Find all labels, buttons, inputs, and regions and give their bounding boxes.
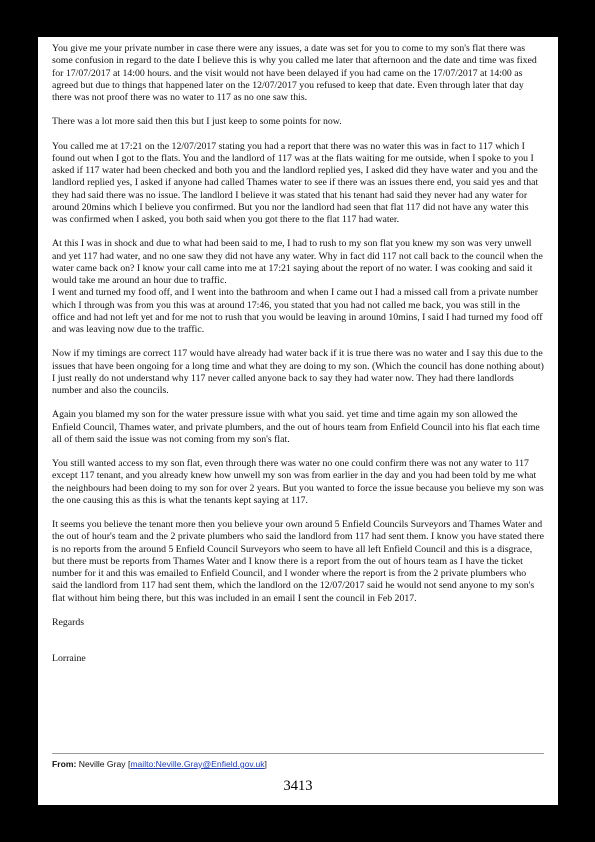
paragraph-3: You called me at 17:21 on the 12/07/2017 stating you had a report that there was no water this was in fact to 117 which I found out when I got to the flats. You and the landlord of 117 was at the flats waiting for me outside, when I spoke to you I asked if 117 water had been checked and both you and the landlord replied yes, I asked did they have water and you and the landlord replied yes, I asked if anyone had called Thames water to see if there was an issues there end, you said yes and that they had said there was no issue. The landlord I believe it was stated that his tenant had said they never had any water for around 20mins which I believe you confirmed. But you nor the landlord had seen that flat 117 did not have any water this was confirmed when I asked, you both said when you got there to the flat 117 had water. xyxy=(52,140,539,225)
paragraph-2: There was a lot more said then this but I just keep to some points for now. xyxy=(52,116,342,128)
divider-line xyxy=(52,753,544,754)
sender-name: Neville Gray xyxy=(78,759,126,769)
closing-regards: Regards xyxy=(52,616,85,628)
paragraph-4a: At this I was in shock and due to what had been said to me, I had to rush to my son flat you knew my son was very unwell and yet 117 had water, and no one saw they did not have any water. Why in fact did 117 not call back to the council when the water came back on? I know your call came into me at 17:21 saying about the report of no water. I was cooking and said it would take me around an hour due to traffic. xyxy=(52,238,543,286)
page-number: 3413 xyxy=(283,778,313,794)
paragraph-7: You still wanted access to my son flat, even through there was water no one could confirm there was not any water to 117 except 117 tenant, and you already knew how unwell my son was from earlier in the day and you had been told by me what the neighbours had been doing to my son for over 2 years. But you wanted to force the issue because you believe my son was the one causing this as this is what the tenants kept saying at 117. xyxy=(52,458,544,506)
paragraph-1: You give me your private number in case there were any issues, a date was set for you to come to my son's flat there was some confusion in regard to the date I believe this is why you called me later that afternoon and the date and time was fixed for 17/07/2017 at 14:00 hours. and the visit would not have been delayed if you had came on the 17/07/2017 at 14:00 as agreed but due to things that happened later on the 12/07/2017 you refused to keep that date. Even through later that day there was not proof there was no water to 117 as no one saw this. xyxy=(52,43,537,103)
signature-name: Lorraine xyxy=(52,653,86,664)
from-line xyxy=(52,759,544,769)
paragraph-4b: I went and turned my food off, and I went into the bathroom and when I came out I had a missed call from a private number which I through was from you this was at around 17:46, you stated that you had not called me back, you was still in the office and had not left yet and for me not to rush that you would be leaving in around 10mins, I said I had turned my food off and was leaving now due to the traffic. xyxy=(52,287,543,335)
bracket-close: ] xyxy=(264,759,267,769)
document-page xyxy=(38,37,558,805)
email-body xyxy=(52,43,544,677)
bracket-open: [ xyxy=(125,759,131,769)
from-label: From: xyxy=(52,759,77,769)
paragraph-6: Again you blamed my son for the water pressure issue with what you said. yet time and time again my son allowed the Enfield Council, Thames water, and private plumbers, and the out of hours team from Enfield Council into his flat each time all of them said the issue was not coming from my son's flat. xyxy=(52,409,540,445)
paragraph-5: Now if my timings are correct 117 would have already had water back if it is true there was no water and I say this due to the issues that have been ongoing for a long time and what they are doing to my son. (Which the council has done nothing about) I just really do not understand why 117 never called anyone back to say they had water now. They had there landlords number and also the councils. xyxy=(52,348,544,396)
sender-email-link[interactable]: mailto:Neville.Gray@Enfield.gov.uk xyxy=(130,759,265,769)
paragraph-8: It seems you believe the tenant more then you believe your own around 5 Enfield Councils Surveyors and Thames Water and the out of hour's team and the 2 private plumbers who said the landlord from 117 had sent them. I know you have stated there is no reports from the around 5 Enfield Council Surveyors who seem to have all left Enfield Council and this is a disgrace, but there must be reports from Thames Water and I know there is a report from the out of hours team as I have the ticket number for it and this was emailed to Enfield Council, and I wonder where the report is from the 2 private plumbers who said the landlord from 117 had sent them, which the landlord on the 12/07/2017 said he would not send anyone to my son's flat without him being there, but this was included in an email I sent the council in Feb 2017. xyxy=(52,519,544,604)
